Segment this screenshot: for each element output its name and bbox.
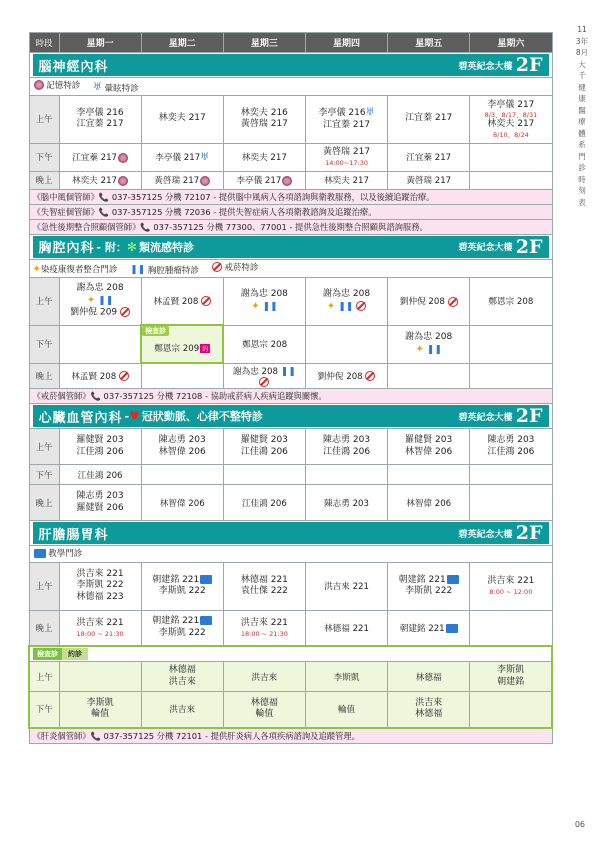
chest-eve-row (29, 363, 552, 389)
schedule-cell: 林奕夫 217 (59, 171, 141, 189)
section-title: 心臟血管內科 (38, 410, 123, 426)
header-row (29, 33, 552, 53)
schedule-cell: 洪吉來 221 李斯凱 222 林德福 223 (59, 562, 141, 610)
schedule-cell (470, 171, 552, 189)
note-stroke: 《腦中風個管師》📞 037-357125 分機 72107 - 提供腦中風病人各項諮詢與衛教服務，以及後續追蹤治療。 (29, 189, 552, 204)
schedule-cell: 洪吉來 221 18:00 ~ 21:30 (223, 610, 305, 646)
note-hepatitis: 《肝炎個管師》📞 037-357125 分機 72101 - 提供肝炎病人各項疾病諮詢及追蹤管理。 (29, 728, 552, 744)
legend-memory: 記憶特診 (46, 81, 81, 91)
schedule-cell-check: 檢查診 鄭恩宗 209 約 (141, 325, 223, 363)
schedule-table (28, 32, 553, 744)
schedule-cell: 林智偉 206 (388, 485, 470, 521)
schedule-cell: 林孟賢 208 (141, 277, 223, 325)
slot-label: 上午 (29, 277, 59, 325)
legend-row: ✦ 染疫康復者整合門診 ❚❚ 胸腔腫瘤特診 戒菸特診 (29, 259, 552, 277)
schedule-cell: 李亭儀 217 (223, 171, 305, 189)
schedule-cell (223, 465, 305, 485)
section-gi-header (33, 522, 549, 544)
slot-label: 上午 (29, 662, 59, 692)
schedule-cell: 李亭儀 216♅ 江宜蓁 217 (305, 95, 387, 143)
schedule-cell: 林奕夫 217 (223, 143, 305, 171)
schedule-cell: 林奕夫 217 (141, 95, 223, 143)
schedule-cell (470, 143, 552, 171)
schedule-cell: 李亭儀 217♅ (141, 143, 223, 171)
floor-label: 2F (515, 54, 543, 76)
dizzy-icon: ♅ (200, 152, 210, 163)
schedule-cell (470, 692, 552, 728)
schedule-cell (59, 325, 141, 363)
schedule-cell: 李亭儀 217 8/3、8/17、8/31 林奕夫 217 8/10、8/24 (470, 95, 552, 143)
header-day: 星期四 (305, 33, 387, 53)
floor-label: 2F (515, 235, 543, 258)
slot-label: 下午 (29, 143, 59, 171)
schedule-cell: 劉仲倪 208 (388, 277, 470, 325)
schedule-cell: 洪吉來 221 8:00 ~ 12:00 (470, 562, 552, 610)
dizzy-icon: ♅ (365, 107, 375, 118)
schedule-cell: 江宜蓁 217 (388, 95, 470, 143)
building-label: 碧英紀念大樓 (458, 412, 513, 423)
schedule-cell: 洪吉來 (141, 692, 223, 728)
schedule-cell (470, 325, 552, 363)
slot-label: 下午 (29, 325, 59, 363)
gi-check-am-row (29, 662, 552, 692)
schedule-cell (141, 465, 223, 485)
neuro-am-row (29, 95, 552, 143)
schedule-cell: 謝為忠 208 ❚❚ (223, 363, 305, 389)
schedule-cell (470, 363, 552, 389)
header-day: 星期三 (223, 33, 305, 53)
chest-pm-row (29, 325, 552, 363)
cardio-pm-row (29, 465, 552, 485)
schedule-cell: 謝為忠 208 ✦ ❚❚ 劉仲倪 209 (59, 277, 141, 325)
heart-icon: ♥ (129, 409, 140, 423)
section-cardio-header: 心臟血管內科 - ♥ 冠狀動脈、心律不整特診 碧英紀念大樓 2F (33, 405, 549, 427)
header-day: 星期一 (59, 33, 141, 53)
schedule-cell: 陳志勇 203 羅健賢 206 (59, 485, 141, 521)
schedule-cell: 林孟賢 208 (59, 363, 141, 389)
legend-dizzy: 暈眩特診 (104, 83, 139, 94)
schedule-cell: 洪吉來 221 (305, 562, 387, 610)
schedule-cell: 羅健賢 203 江佳鴻 206 (223, 429, 305, 465)
schedule-cell: 洪吉來 林德福 (388, 692, 470, 728)
schedule-cell: 黃啓瑞 217 14:00~17:30 (305, 143, 387, 171)
legend-row: 教學門診 (29, 546, 552, 563)
slot-label: 晚上 (29, 610, 59, 646)
schedule-cell: 鄭恩宗 208 (223, 325, 305, 363)
schedule-cell: 林德福 221 袁仕傑 222 (223, 562, 305, 610)
schedule-cell: 江佳鴻 206 (59, 465, 141, 485)
section-title: 腦神經內科 (38, 59, 109, 75)
schedule-cell: 謝為忠 208 ✦ ❚❚ (305, 277, 387, 325)
schedule-cell: 陳志勇 203 江佳鴻 206 (305, 429, 387, 465)
schedule-cell: 江宜蓁 217 (59, 143, 141, 171)
schedule-cell: 黃啓瑞 217 (141, 171, 223, 189)
schedule-cell: 朝建銘 221 (388, 610, 470, 646)
gi-eve-row (29, 610, 552, 646)
cardio-eve-row (29, 485, 552, 521)
schedule-cell (470, 465, 552, 485)
schedule-cell: 李亭儀 216 江宜蓁 217 (59, 95, 141, 143)
legend-row (29, 78, 552, 96)
schedule-cell: 李斯凱 輪值 (59, 692, 141, 728)
no-smoking-icon (212, 262, 222, 272)
schedule-cell (388, 465, 470, 485)
schedule-cell: 黃啓瑞 217 (388, 171, 470, 189)
schedule-cell: 輪值 (305, 692, 387, 728)
schedule-cell: 林奕夫 217 (305, 171, 387, 189)
schedule-cell: 謝為忠 208 ✦ ❚❚ (223, 277, 305, 325)
section-title: 胸腔內科 (38, 241, 95, 256)
schedule-cell: 李斯凱 (305, 662, 387, 692)
brain-icon (282, 176, 292, 186)
neuro-pm-row (29, 143, 552, 171)
schedule-cell: 林奕夫 216 黃啓瑞 217 (223, 95, 305, 143)
schedule-cell: 劉仲倪 208 (305, 363, 387, 389)
slot-label: 下午 (29, 465, 59, 485)
schedule-page (28, 32, 553, 744)
dizzy-icon: ♅ (92, 82, 102, 93)
section-neuro-header (33, 54, 549, 76)
schedule-cell: 朝建銘 221 李斯凱 222 (141, 610, 223, 646)
floor-label: 2F (515, 522, 543, 544)
brain-icon (118, 176, 128, 186)
building-label: 碧英紀念大樓 (458, 61, 513, 72)
floor-label: 2F (515, 405, 543, 427)
chest-am-row (29, 277, 552, 325)
virus-icon: ✻ (126, 239, 137, 254)
schedule-cell: 林德福 洪吉來 (141, 662, 223, 692)
gi-am-row (29, 562, 552, 610)
check-badge: 檢查診 (33, 648, 62, 660)
schedule-cell: 陳志勇 203 (305, 485, 387, 521)
check-appointment-bar (33, 648, 548, 660)
building-label: 碧英紀念大樓 (458, 243, 513, 253)
schedule-cell (141, 363, 223, 389)
schedule-cell (388, 363, 470, 389)
slot-label: 晚上 (29, 485, 59, 521)
schedule-cell: 朝建銘 221 李斯凱 222 (388, 562, 470, 610)
star-icon: ✦ (32, 263, 41, 275)
schedule-cell: 林德福 (388, 662, 470, 692)
schedule-cell: 李斯凱 朝建銘 (470, 662, 552, 692)
section-chest-header: 胸腔內科 - 附： ✻ 類流感特診 碧英紀念大樓 2F (33, 236, 549, 258)
lung-icon: ❚❚ (130, 264, 146, 275)
slot-label: 下午 (29, 692, 59, 728)
schedule-cell: 洪吉來 221 18:00 ~ 21:30 (59, 610, 141, 646)
appointment-badge: 約 (202, 346, 209, 353)
brain-icon (118, 153, 128, 163)
teaching-icon (34, 549, 46, 558)
note-postacute: 《急性後期整合照顧個管師》📞 037-357125 分機 77300、77001 - 提供急性後期整合照顧與諮詢服務。 (29, 219, 552, 234)
brain-icon (200, 176, 210, 186)
slot-label: 晚上 (29, 363, 59, 389)
schedule-cell: 林德福 221 (305, 610, 387, 646)
header-day: 星期六 (470, 33, 552, 53)
side-vertical-title: 113年8月大千健康醫療體系門診時刻表 (575, 25, 589, 207)
slot-label: 上午 (29, 429, 59, 465)
neuro-eve-row (29, 171, 552, 189)
schedule-cell (305, 325, 387, 363)
appointment-badge: 約診 (62, 648, 88, 660)
schedule-cell (470, 610, 552, 646)
schedule-cell (59, 662, 141, 692)
building-label: 碧英紀念大樓 (458, 529, 513, 540)
schedule-cell: 羅健賢 203 林智偉 206 (388, 429, 470, 465)
schedule-cell: 鄭恩宗 208 (470, 277, 552, 325)
schedule-cell: 陳志勇 203 江佳鴻 206 (470, 429, 552, 465)
slot-label: 晚上 (29, 171, 59, 189)
header-slot: 時段 (29, 33, 59, 53)
page-number: 06 (574, 820, 585, 829)
schedule-cell: 江佳鴻 206 (223, 485, 305, 521)
schedule-cell: 羅健賢 203 江佳鴻 206 (59, 429, 141, 465)
slot-label: 上午 (29, 95, 59, 143)
header-day: 星期二 (141, 33, 223, 53)
check-badge: 檢查診 (142, 326, 169, 336)
schedule-cell: 朝建銘 221 李斯凱 222 (141, 562, 223, 610)
section-title: 肝膽腸胃科 (38, 527, 109, 543)
schedule-cell: 謝為忠 208 ✦ ❚❚ (388, 325, 470, 363)
cardio-am-row (29, 429, 552, 465)
gi-check-pm-row (29, 692, 552, 728)
schedule-cell: 洪吉來 (223, 662, 305, 692)
brain-icon (34, 80, 44, 90)
note-dementia: 《失智症個管師》📞 037-357125 分機 72036 - 提供失智症病人各項衛教諮詢及追蹤治療。 (29, 204, 552, 219)
schedule-cell: 陳志勇 203 林智偉 206 (141, 429, 223, 465)
header-day: 星期五 (388, 33, 470, 53)
schedule-cell: 林德福 輪值 (223, 692, 305, 728)
schedule-cell: 江宜蓁 217 (388, 143, 470, 171)
schedule-cell (305, 465, 387, 485)
schedule-cell: 林智偉 206 (141, 485, 223, 521)
slot-label: 上午 (29, 562, 59, 610)
note-smoking: 《戒菸個管師》📞 037-357125 分機 72108 - 協助戒菸病人疾病追蹤與關懷。 (29, 389, 552, 404)
schedule-cell (470, 485, 552, 521)
